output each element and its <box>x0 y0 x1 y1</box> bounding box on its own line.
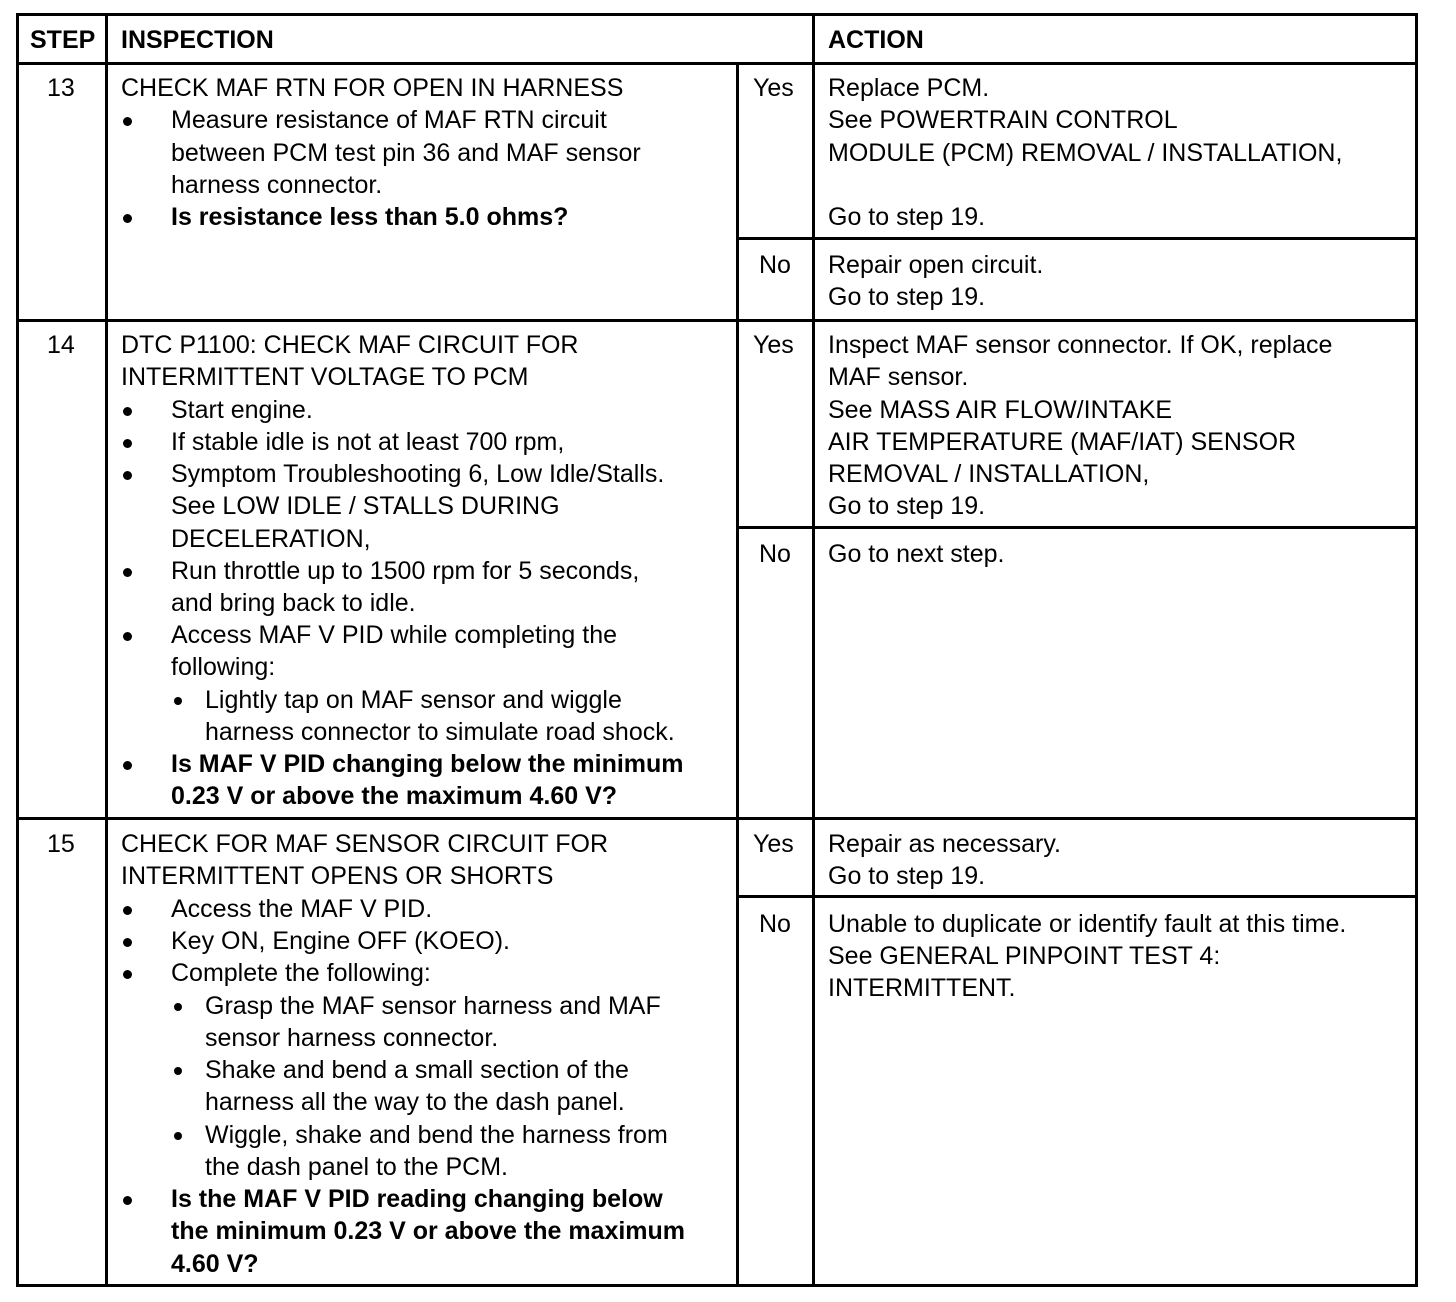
action-line: Go to step 19. <box>828 492 986 520</box>
yes-label: Yes <box>753 331 794 359</box>
sub-bullet-icon <box>174 697 182 705</box>
border-right <box>1415 13 1418 1287</box>
inspection-line: See LOW IDLE / STALLS DURING <box>171 492 560 520</box>
inspection-subline: harness connector to simulate road shock. <box>205 718 675 746</box>
inspection-line: DECELERATION, <box>171 525 371 553</box>
inspection-question: 0.23 V or above the maximum 4.60 V? <box>171 782 618 810</box>
inspection-line: and bring back to idle. <box>171 589 416 617</box>
inspection-title: DTC P1100: CHECK MAF CIRCUIT FOR <box>121 331 579 359</box>
inspection-line: Access MAF V PID while completing the <box>171 621 617 649</box>
sub-bullet-icon <box>174 1067 182 1075</box>
inspection-line: harness connector. <box>171 171 383 199</box>
header-underline <box>16 62 1418 65</box>
bullet-icon <box>123 568 132 577</box>
inspection-line: Run throttle up to 1500 rpm for 5 seconds, <box>171 557 640 585</box>
inspection-line: Complete the following: <box>171 959 431 987</box>
header-action: ACTION <box>828 26 924 54</box>
action-line: Replace PCM. <box>828 74 990 102</box>
action-line: Go to step 19. <box>828 283 986 311</box>
inspection-subline: Shake and bend a small section of the <box>205 1056 629 1084</box>
bullet-icon <box>123 970 132 979</box>
inspection-line: between PCM test pin 36 and MAF sensor <box>171 139 641 167</box>
action-line: Go to step 19. <box>828 203 986 231</box>
sub-bullet-icon <box>174 1003 182 1011</box>
action-line: Inspect MAF sensor connector. If OK, replace <box>828 331 1333 359</box>
inspection-title: INTERMITTENT OPENS OR SHORTS <box>121 862 554 890</box>
border-bottom <box>16 1284 1418 1287</box>
yes-label: Yes <box>753 830 794 858</box>
inspection-line: Symptom Troubleshooting 6, Low Idle/Stalls. <box>171 460 665 488</box>
action-line: See POWERTRAIN CONTROL <box>828 106 1178 134</box>
inspection-subline: harness all the way to the dash panel. <box>205 1088 625 1116</box>
step-number: 14 <box>47 331 75 359</box>
inspection-line: If stable idle is not at least 700 rpm, <box>171 428 565 456</box>
inspection-subline: Wiggle, shake and bend the harness from <box>205 1121 668 1149</box>
inspection-subline: Lightly tap on MAF sensor and wiggle <box>205 686 622 714</box>
inspection-line: Access the MAF V PID. <box>171 895 433 923</box>
yes-label: Yes <box>753 74 794 102</box>
step-number: 15 <box>47 830 75 858</box>
action-line: AIR TEMPERATURE (MAF/IAT) SENSOR <box>828 428 1297 456</box>
inspection-subline: the dash panel to the PCM. <box>205 1153 508 1181</box>
border-left <box>16 13 19 1287</box>
header-inspection: INSPECTION <box>121 26 274 54</box>
inspection-title: CHECK FOR MAF SENSOR CIRCUIT FOR <box>121 830 609 858</box>
action-line: See MASS AIR FLOW/INTAKE <box>828 396 1173 424</box>
divider-yesno-column <box>736 64 739 1287</box>
action-line: Repair open circuit. <box>828 251 1044 279</box>
inspection-question: the minimum 0.23 V or above the maximum <box>171 1217 686 1245</box>
bullet-icon <box>123 906 132 915</box>
inspection-line: Key ON, Engine OFF (KOEO). <box>171 927 510 955</box>
step-number: 13 <box>47 74 75 102</box>
step-13-divider <box>16 319 1418 322</box>
sub-bullet-icon <box>174 1132 182 1140</box>
action-line: Unable to duplicate or identify fault at this time. <box>828 910 1347 938</box>
yes-no-divider-13 <box>736 237 1418 240</box>
inspection-line: following: <box>171 653 276 681</box>
action-line: See GENERAL PINPOINT TEST 4: <box>828 942 1221 970</box>
no-label: No <box>759 251 791 279</box>
bullet-icon <box>123 439 132 448</box>
inspection-question: Is the MAF V PID reading changing below <box>171 1185 663 1213</box>
yes-no-divider-14 <box>736 526 1418 529</box>
inspection-question: Is MAF V PID changing below the minimum <box>171 750 684 778</box>
border-top <box>16 13 1418 16</box>
no-label: No <box>759 910 791 938</box>
inspection-title: INTERMITTENT VOLTAGE TO PCM <box>121 363 529 391</box>
step-14-divider <box>16 817 1418 820</box>
bullet-icon <box>123 938 132 947</box>
inspection-title: CHECK MAF RTN FOR OPEN IN HARNESS <box>121 74 624 102</box>
bullet-icon <box>123 117 132 126</box>
action-line: Go to step 19. <box>828 862 986 890</box>
action-line: INTERMITTENT. <box>828 974 1016 1002</box>
no-label: No <box>759 540 791 568</box>
divider-step-column <box>105 13 108 1287</box>
inspection-question: Is resistance less than 5.0 ohms? <box>171 203 569 231</box>
header-step: STEP <box>30 26 96 54</box>
bullet-icon <box>123 1196 132 1205</box>
divider-action-column <box>812 13 815 1287</box>
action-line: Repair as necessary. <box>828 830 1061 858</box>
inspection-question: 4.60 V? <box>171 1250 259 1278</box>
action-line: Go to next step. <box>828 540 1005 568</box>
bullet-icon <box>123 632 132 641</box>
inspection-line: Start engine. <box>171 396 313 424</box>
bullet-icon <box>123 471 132 480</box>
inspection-subline: sensor harness connector. <box>205 1024 499 1052</box>
action-line: REMOVAL / INSTALLATION, <box>828 460 1150 488</box>
yes-no-divider-15 <box>736 895 1418 898</box>
action-line: MODULE (PCM) REMOVAL / INSTALLATION, <box>828 139 1343 167</box>
inspection-subline: Grasp the MAF sensor harness and MAF <box>205 992 661 1020</box>
bullet-icon <box>123 214 132 223</box>
inspection-line: Measure resistance of MAF RTN circuit <box>171 106 607 134</box>
action-line: MAF sensor. <box>828 363 969 391</box>
bullet-icon <box>123 407 132 416</box>
bullet-icon <box>123 761 132 770</box>
